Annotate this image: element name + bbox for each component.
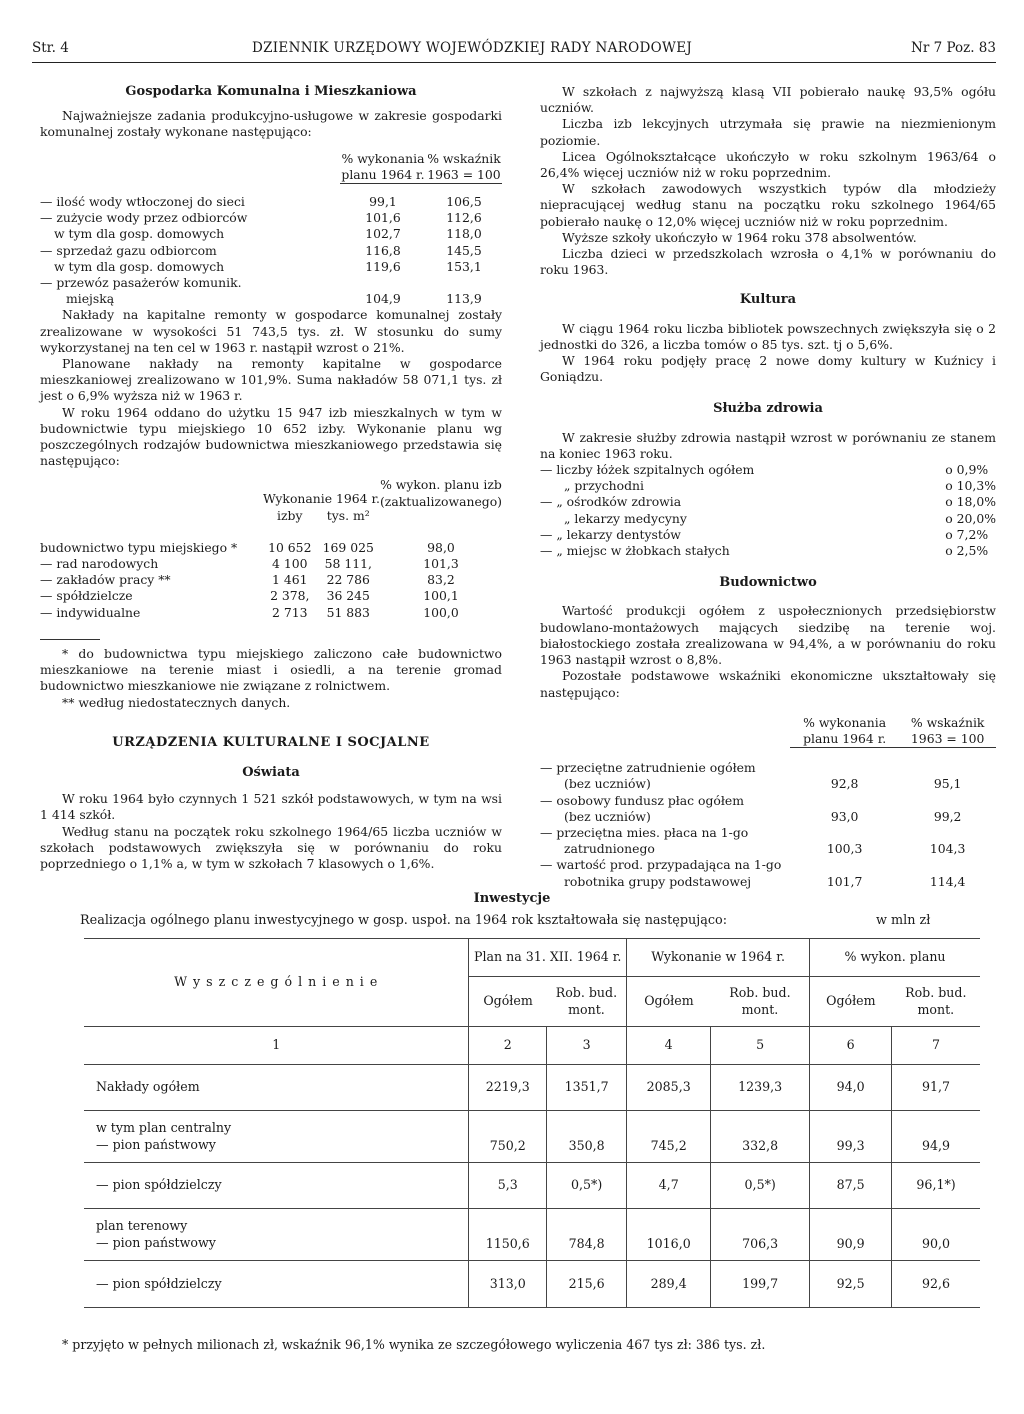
- row-label: [84, 1209, 469, 1261]
- row-label: — wartość prod. przypadająca na 1-go: [540, 857, 782, 873]
- paragraph: Najważniejsze zadania produkcyjno-usługowe w zakresie gospodarki komunalnej zostały wykonane następująco:: [40, 108, 502, 140]
- unit-label: w mln zł: [876, 913, 931, 928]
- table-row: [540, 841, 996, 857]
- value-cell: 313,0: [469, 1261, 547, 1307]
- investment-footnote: * przyjęto w pełnych milionach zł, wskaźnik 96,1% wynika ze szczegółowego wyliczenia 467 tys zł: 386 tys. zł.: [62, 1337, 766, 1352]
- row-label: — „ miejsc w żłobkach stałych: [540, 543, 730, 559]
- column-header-desc: W y s z c z e g ó l n i e n i e: [84, 939, 469, 1027]
- value-cell: 1016,0: [627, 1209, 711, 1261]
- value-cell: o 0,9%: [945, 462, 989, 478]
- row-label: — „ ośrodków zdrowia: [540, 494, 682, 510]
- section-title-urzadzenia: URZĄDZENIA KULTURALNE I SOCJALNE: [112, 734, 430, 750]
- value-cell: 87,5: [810, 1163, 892, 1209]
- value-cell: 99,2: [933, 808, 962, 824]
- column-number: 6: [810, 1027, 892, 1065]
- value-cell: 51 883: [326, 604, 370, 620]
- value-cell: o 20,0%: [945, 510, 996, 526]
- row-label: — ilość wody wtłoczonej do sieci: [40, 194, 245, 210]
- value-cell: [426, 275, 502, 291]
- row-label: „ przychodni: [564, 478, 644, 494]
- column-number: 7: [892, 1027, 980, 1065]
- value-cell: 199,7: [711, 1261, 810, 1307]
- value-cell: 169 025: [322, 539, 374, 555]
- value-cell: 36 245: [326, 588, 370, 604]
- footnote: * do budownictwa typu miejskiego zaliczono całe budownictwo mieszkaniowe na terenie miast i osiedli, a na terenie gromad budownictwo mieszkaniowe nie związane z rolnictwem.: [40, 645, 502, 694]
- row-label: — liczby łóżek szpitalnych ogółem: [540, 462, 755, 478]
- table-row: [40, 210, 502, 226]
- row-label: [84, 1065, 469, 1111]
- table-row: [84, 1163, 980, 1209]
- value-cell: 104,9: [365, 291, 401, 307]
- paragraph: W szkołach zawodowych wszystkich typów dla młodzieży niepracującej według stanu na początku roku szkolnego 1964/65 pobierało naukę o 12,0% więcej uczniów niż w roku poprzednim.: [540, 181, 996, 229]
- paragraph: W zakresie służby zdrowia nastąpił wzrost w porównaniu ze stanem na koniec 1963 roku.: [540, 429, 996, 461]
- value-cell: 100,1: [423, 588, 459, 604]
- value-cell: 95,1: [933, 776, 962, 792]
- paragraph: Według stanu na początek roku szkolnego 1964/65 liczba uczniów w szkołach podstawowych zwiększyła się w porównaniu do roku poprzedniego o 1,1% a, w tym w szkołach 7 klasowych o 1,6%.: [40, 823, 502, 871]
- table-row: [540, 857, 996, 873]
- journal-title: DZIENNIK URZĘDOWY WOJEWÓDZKIEJ RADY NARODOWEJ: [252, 40, 693, 56]
- table-row: [540, 776, 996, 792]
- issue-number: Nr 7 Poz. 83: [911, 40, 996, 56]
- column-number: 4: [627, 1027, 711, 1065]
- table-row: [40, 259, 502, 275]
- value-cell: [340, 275, 426, 291]
- table-row: [540, 825, 996, 841]
- row-label: [84, 1163, 469, 1209]
- row-label: budownictwo typu miejskiego *: [40, 539, 238, 555]
- row-label: w tym dla gosp. domowych: [54, 226, 225, 242]
- page-number: Str. 4: [32, 40, 69, 56]
- table-row: [540, 760, 996, 776]
- table-row: [84, 1111, 980, 1163]
- row-label: — spółdzielcze: [40, 588, 133, 604]
- table-row: [40, 243, 502, 259]
- value-cell: 99,1: [369, 194, 397, 210]
- row-label: — przeciętna mies. płaca na 1-go: [540, 824, 749, 840]
- row-label: (bez uczniów): [564, 808, 651, 824]
- paragraph: W roku 1964 oddano do użytku 15 947 izb mieszkalnych w tym w budownictwie typu miejskiego 10 652 izby. Wykonanie planu wg poszczególnych rodzajów budownictwa mieszkaniowego przedstawia się następująco:: [40, 404, 502, 469]
- value-cell: 92,8: [830, 776, 859, 792]
- investment-intro: Realizacja ogólnego planu inwestycyjnego w gosp. uspoł. na 1964 rok kształtowała się następująco:: [80, 913, 728, 928]
- value-cell: 1 461: [272, 572, 308, 588]
- row-label: — „ lekarzy dentystów: [540, 526, 681, 542]
- row-label: zatrudnionego: [564, 841, 655, 857]
- row-label-line: — pion spółdzielczy: [96, 1275, 222, 1291]
- paragraph: Planowane nakłady na remonty kapitalne w gospodarce mieszkaniowej zrealizowano w 101,9%. Suma nakładów 58 071,1 tys. zł jest o 6,9% wyższa niż w 1963 r.: [40, 356, 502, 404]
- row-label: — zakładów pracy **: [40, 572, 171, 588]
- table-row: [40, 605, 502, 621]
- column-number: 2: [469, 1027, 547, 1065]
- value-cell: 94,9: [892, 1111, 980, 1163]
- value-cell: 2 378,: [270, 588, 310, 604]
- row-label: — osobowy fundusz płac ogółem: [540, 792, 744, 808]
- column-number: 1: [84, 1027, 469, 1065]
- table-row: [540, 527, 996, 543]
- table-row: [540, 494, 996, 510]
- value-cell: 5,3: [469, 1163, 547, 1209]
- paragraph: Wartość produkcji ogółem z uspołecznionych przedsiębiorstw budowlano-montażowych mających siedzibę na terenie woj. białostockiego została zrealizowana w 94,4%, a w porównaniu do roku 1963 nastąpił wzrost o 8,8%.: [540, 603, 996, 668]
- value-cell: 114,4: [929, 873, 966, 889]
- row-label: — zużycie wody przez odbiorców: [40, 210, 248, 226]
- value-cell: 119,6: [365, 258, 401, 274]
- value-cell: 113,9: [446, 291, 482, 307]
- value-cell: 91,7: [892, 1065, 980, 1111]
- value-cell: 0,5*): [547, 1163, 627, 1209]
- communal-table: [40, 151, 502, 308]
- row-label: — rad narodowych: [40, 556, 159, 572]
- row-label: — przewóz pasażerów komunik.: [40, 275, 242, 291]
- value-cell: o 2,5%: [945, 543, 989, 559]
- paragraph: W szkołach z najwyższą klasą VII pobierało naukę 93,5% ogółu uczniów.: [540, 84, 996, 116]
- housing-table: Wykonanie 1964 r. % wykon. planu izb (zaktualizowanego) izby tys. m² budownictwo typu miejskiego * 10 652 169 025 98,0 — rad narodowych 4 100 58 111, 101,3 — zakładów pracy ** 1 461 22 786 83,2 — spółdzielcze 2 378, 36 245 100,1 — indywidualne 2 713 51 883 100,0: [40, 477, 503, 620]
- value-cell: 22 786: [326, 572, 370, 588]
- row-label-line: plan terenowy: [96, 1218, 188, 1234]
- value-cell: 784,8: [547, 1209, 627, 1261]
- paragraph: W roku 1964 było czynnych 1 521 szkół podstawowych, w tym na wsi 1 414 szkół.: [40, 791, 502, 823]
- column-number: 3: [547, 1027, 627, 1065]
- value-cell: 2219,3: [469, 1065, 547, 1111]
- value-cell: 99,3: [810, 1111, 892, 1163]
- footnote: ** według niedostatecznych danych.: [62, 694, 291, 710]
- value-cell: 1351,7: [547, 1065, 627, 1111]
- value-cell: 706,3: [711, 1209, 810, 1261]
- row-label-line: Nakłady ogółem: [96, 1079, 200, 1095]
- table-row: [540, 543, 996, 559]
- construction-table: % wykonania % wskaźnik planu 1964 r. 1963 = 100 — przeciętne zatrudnienie ogółem (bez uczniów) 92,8 95,1 — osobowy fundusz płac ogółem (bez uczniów) 93,0 99,2 — przeciętna mies. płaca na 1-go zatrudnionego 100,3 104,3 — wartość prod. przypadająca na 1-go robotnika grupy podstawowej 101,7 114,4: [540, 715, 996, 890]
- table-row: [84, 1261, 980, 1307]
- value-cell: 100,0: [423, 604, 459, 620]
- row-label-line: — pion państwowy: [96, 1136, 216, 1152]
- value-cell: o 18,0%: [945, 494, 996, 510]
- paragraph: W 1964 roku podjęły pracę 2 nowe domy kultury w Kuźnicy i Goniądzu.: [540, 353, 996, 385]
- row-label-line: — pion państwowy: [96, 1234, 216, 1250]
- table-row: [84, 1065, 980, 1111]
- value-cell: 289,4: [627, 1261, 711, 1307]
- value-cell: 93,0: [830, 808, 859, 824]
- value-cell: 94,0: [810, 1065, 892, 1111]
- table-row: [540, 809, 996, 825]
- value-cell: 2085,3: [627, 1065, 711, 1111]
- row-label: w tym dla gosp. domowych: [54, 258, 225, 274]
- table-row: [540, 874, 996, 890]
- health-table: [540, 462, 996, 559]
- paragraph: Liczba dzieci w przedszkolach wzrosła o 4,1% w porównaniu do roku 1963.: [540, 246, 996, 278]
- table-header: planu 1964 r. 1963 = 100: [341, 166, 501, 182]
- value-cell: 116,8: [365, 242, 401, 258]
- value-cell: 745,2: [627, 1111, 711, 1163]
- row-label-line: w tym plan centralny: [96, 1120, 232, 1136]
- table-row: [40, 588, 502, 604]
- value-cell: 101,6: [365, 210, 401, 226]
- value-cell: o 10,3%: [945, 478, 996, 494]
- value-cell: 96,1*): [892, 1163, 980, 1209]
- table-row: [540, 793, 996, 809]
- value-cell: 215,6: [547, 1261, 627, 1307]
- table-row: [40, 556, 502, 572]
- page-header: [32, 40, 996, 63]
- paragraph: W ciągu 1964 roku liczba bibliotek powszechnych zwiększyła się o 2 jednostki do 326, a liczba tomów o 85 tys. szt. tj o 5,6%.: [540, 320, 996, 352]
- value-cell: o 7,2%: [945, 526, 989, 542]
- value-cell: 2 713: [272, 604, 308, 620]
- row-label: miejską: [66, 291, 115, 307]
- row-label: „ lekarzy medycyny: [564, 510, 687, 526]
- section-title-gospodarka: Gospodarka Komunalna i Mieszkaniowa: [125, 84, 417, 99]
- row-label: robotnika grupy podstawowej: [564, 873, 752, 889]
- value-cell: 90,9: [810, 1209, 892, 1261]
- row-label: — przeciętne zatrudnienie ogółem: [540, 760, 756, 776]
- column-number: 5: [711, 1027, 810, 1065]
- paragraph: Licea Ogólnokształcące ukończyło w roku szkolnym 1963/64 o 26,4% więcej uczniów niż w roku poprzednim.: [540, 148, 996, 181]
- value-cell: 102,7: [365, 226, 401, 242]
- table-row: [40, 572, 502, 588]
- value-cell: 104,3: [929, 841, 966, 857]
- value-cell: 101,3: [423, 556, 459, 572]
- value-cell: 332,8: [711, 1111, 810, 1163]
- right-column: [540, 84, 996, 890]
- table-row: [540, 462, 996, 478]
- value-cell: 58 111,: [324, 556, 372, 572]
- value-cell: 112,6: [446, 210, 482, 226]
- paragraph: Pozostałe podstawowe wskaźniki ekonomiczne ukształtowały się następująco:: [540, 668, 996, 700]
- table-row: [40, 275, 502, 291]
- row-label-line: — pion spółdzielczy: [96, 1177, 222, 1193]
- left-column: [40, 84, 502, 872]
- table-row: [540, 478, 996, 494]
- subtitle-zdrowie: Służba zdrowia: [713, 401, 823, 417]
- row-label: (bez uczniów): [564, 776, 651, 792]
- value-cell: 0,5*): [711, 1163, 810, 1209]
- subtitle-kultura: Kultura: [739, 292, 797, 308]
- value-cell: 83,2: [427, 572, 455, 588]
- table-header: % wykonania % wskaźnik: [341, 150, 501, 166]
- section-title-inwestycje: Inwestycje: [473, 891, 551, 906]
- table-row: [40, 291, 502, 307]
- value-cell: 1239,3: [711, 1065, 810, 1111]
- paragraph: Nakłady na kapitalne remonty w gospodarce komunalnej zostały zrealizowane w wysokości 51 743,5 tys. zł. W stosunku do sumy wykorzystanej na ten cel w 1963 r. nastąpił wzrost o 21%.: [40, 307, 502, 355]
- value-cell: 750,2: [469, 1111, 547, 1163]
- value-cell: 4 100: [272, 556, 308, 572]
- value-cell: 4,7: [627, 1163, 711, 1209]
- column-header-percent: % wykon. planu: [810, 939, 980, 977]
- subtitle-budownictwo: Budownictwo: [719, 575, 817, 591]
- table-row: [40, 540, 502, 556]
- table-row: [40, 194, 502, 210]
- table-row: [540, 511, 996, 527]
- value-cell: 92,5: [810, 1261, 892, 1307]
- value-cell: 90,0: [892, 1209, 980, 1261]
- value-cell: 101,7: [826, 873, 863, 889]
- value-cell: 98,0: [427, 539, 455, 555]
- value-cell: 1150,6: [469, 1209, 547, 1261]
- value-cell: 100,3: [826, 841, 863, 857]
- row-label: [84, 1111, 469, 1163]
- column-header-plan: Plan na 31. XII. 1964 r.: [469, 939, 627, 977]
- value-cell: 10 652: [268, 539, 312, 555]
- value-cell: 106,5: [446, 194, 482, 210]
- value-cell: 92,6: [892, 1261, 980, 1307]
- investment-table: W y s z c z e g ó l n i e n i e Plan na 31. XII. 1964 r. Wykonanie w 1964 r. % wykon. planu Ogółem Rob. bud. mont. Ogółem Rob. bud. mont. Ogółem Rob. bud. mont. 1 2 3 4 5 6 7 Nakłady ogółem 2219,3 1351,7 2085,3 1239,3 94,0 91,7 w tym plan centralny — pion państwowy 750,2 350,8 745,2 332,8 99,3 94,9 — pion spółdzielczy 5,3 0,5*) 4,7 0,5*) 87,5 96,1*) plan terenowy — pion państwowy 1150,6 784,8 1016,0 706,3 90,9 90,0 — pion spółdzielczy 313,0 215,6 289,4 199,7 92,5 92,6: [84, 938, 980, 1308]
- value-cell: 153,1: [446, 258, 482, 274]
- value-cell: 145,5: [446, 242, 482, 258]
- value-cell: 118,0: [446, 226, 482, 242]
- row-label: [84, 1261, 469, 1307]
- row-label: — indywidualne: [40, 604, 141, 620]
- row-label: — sprzedaż gazu odbiorcom: [40, 242, 217, 258]
- value-cell: 350,8: [547, 1111, 627, 1163]
- table-row: [40, 226, 502, 242]
- column-header-wykonanie: Wykonanie w 1964 r.: [627, 939, 810, 977]
- paragraph: Liczba izb lekcyjnych utrzymała się prawie na niezmienionym poziomie.: [540, 116, 996, 148]
- subtitle-oswiata: Oświata: [242, 764, 300, 780]
- table-row: [84, 1209, 980, 1261]
- paragraph: Wyższe szkoły ukończyło w 1964 roku 378 absolwentów.: [562, 229, 917, 245]
